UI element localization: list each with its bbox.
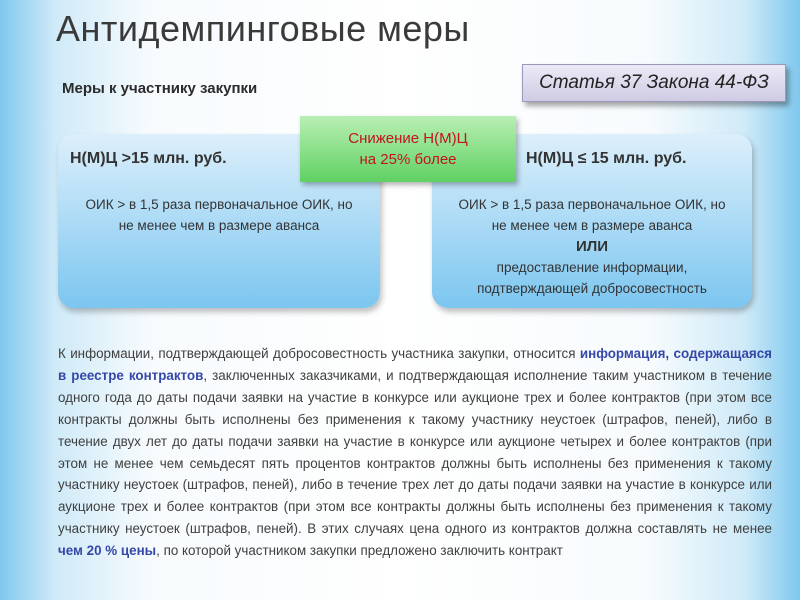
left-panel-line2: не менее чем в размере аванса [118, 218, 320, 233]
left-panel-line1: ОИК > в 1,5 раза первоначальное ОИК, но [85, 197, 353, 212]
paragraph-part1: К информации, подтверждающей добросовестность участника закупки, относится [58, 346, 580, 361]
left-panel-heading: Н(М)Ц >15 млн. руб. [70, 150, 227, 167]
left-panel-body [64, 194, 374, 236]
right-panel-line2: не менее чем в размере аванса [491, 218, 693, 233]
right-panel-line1: ОИК > в 1,5 раза первоначальное ОИК, но [458, 197, 726, 212]
price-reduction-line1: Снижение Н(М)Ц [348, 130, 468, 147]
right-panel-heading: Н(М)Ц ≤ 15 млн. руб. [526, 150, 687, 167]
right-panel-line4: подтверждающей добросовестность [477, 281, 707, 296]
right-panel-line3: предоставление информации, [496, 260, 688, 275]
price-reduction-line2: на 25% более [359, 151, 457, 168]
paragraph-part2: , заключенных заказчиками, и подтверждающая исполнение таким участником в течение одного года до даты подачи заявки на участие в конкурсе или аукционе трех и более контрактов (при этом все контракты должны быть исполнены без применения к такому участнику неустоек (штрафов, пеней), либо в течение двух лет до даты подачи заявки на участие в конкурсе или аукционе четырех и более контрактов (при этом не менее чем семьдесят пять процентов контрактов должны быть исполнены без применения к такому участнику неустоек (штрафов, пеней), либо в течение трех лет до даты подачи заявки на участие в конкурсе или аукционе трех и более контрактов (при этом все контракты должны быть исполнены без применения к такому участнику неустоек (штрафов, пеней). В этих случаях цена одного из контрактов должна составлять не менее [58, 367, 772, 537]
subtitle: Меры к участнику закупки [62, 80, 258, 97]
explanation-paragraph [58, 343, 772, 562]
paragraph-highlight-registry: информация, содержащаяся в реестре контрактов [58, 346, 772, 383]
paragraph-part3: , по которой участником закупки предложено заключить контракт [156, 543, 563, 559]
right-panel-body [438, 194, 746, 299]
paragraph-highlight-price: чем 20 % цены [58, 543, 157, 559]
or-label: ИЛИ [575, 238, 609, 255]
slide-title: Антидемпинговые меры [56, 8, 470, 49]
law-reference-box: Статья 37 Закона 44-ФЗ [522, 64, 786, 102]
price-reduction-box [300, 116, 516, 182]
